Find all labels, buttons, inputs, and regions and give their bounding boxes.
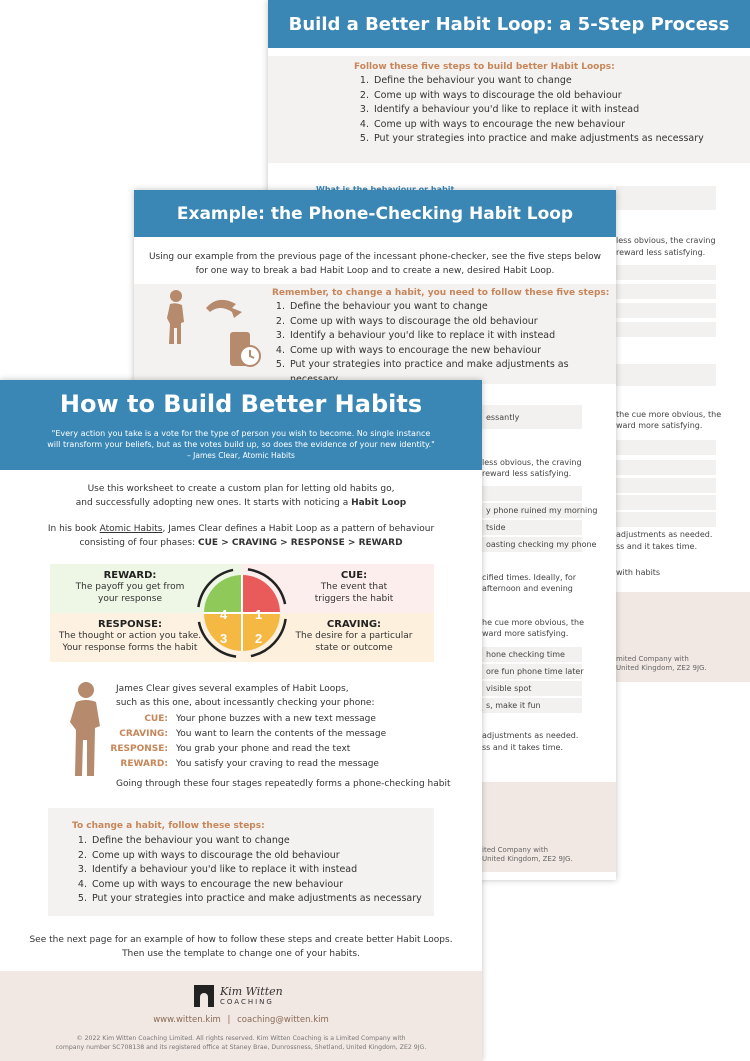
page-1-field [616,364,716,386]
quote-author: – James Clear, Atomic Habits [187,451,295,460]
example-value: Your phone buzzes with a new text message [176,714,376,724]
list-item: 4. Come up with ways to encourage the new behaviour [288,344,616,359]
book-line [0,522,482,536]
page-2-fragment: ited Company with [482,846,549,854]
page-1-field [616,512,716,527]
example-key: REWARD: [120,759,168,769]
intro-text: and successfully adopting new ones. It starts with noticing a [75,498,352,508]
page-1-field [616,495,716,510]
footer [0,971,482,1061]
page-2-fragment: cified times. Ideally, for [482,573,577,582]
page-2-banner [134,190,616,237]
next-page-line: See the next page for an example of how to follow these steps and create better Habit Loops. [29,935,453,945]
list-item: 1. Define the behaviour you want to change [288,300,616,315]
page-1-field [616,303,716,318]
logo-name: Kim Witten [220,985,283,998]
main-page [0,380,482,1061]
page-1-fragment: mited Company with [616,655,689,663]
page-2-fragment: ss and it takes time. [482,743,564,752]
reward-label: REWARD: [103,570,157,581]
list-item: 5. Put your strategies into practice and make adjustments as necessary [372,132,704,147]
page-2-field: visible spot [482,681,582,696]
intro [0,482,482,510]
craving-desc: state or outcome [315,643,393,653]
example-outro: Going through these four stages repeatedly forms a phone-checking habit [116,779,451,789]
page-2-intro-line: Using our example from the previous page of the incessant phone-checker, see the five steps below [148,252,602,262]
page-2-field: s, make it fun [482,698,582,713]
quote-line: will transform your beliefs, but as the votes build up, so does the evidence of your new identity." [47,440,435,449]
phases-sequence: CUE > CRAVING > RESPONSE > REWARD [198,538,403,548]
cue-text [274,570,434,605]
page-2-fragment: he cue more obvious, the [482,618,585,627]
intro-line: Use this worksheet to create a custom plan for letting old habits go, [87,484,395,494]
list-item: 2. Come up with ways to discourage the old behaviour [288,315,616,330]
list-item [72,759,452,773]
legal-line: © 2022 Kim Witten Coaching Limited. All rights reserved. Kim Witten Coaching is a Limited Company with [76,1035,406,1042]
main-header [0,380,482,470]
page-2-remember: Remember, to change a habit, you need to follow these five steps: [272,288,610,298]
cue-label: CUE: [340,570,368,581]
page-2-field: essantly [482,405,582,429]
response-desc: The thought or action you take. [58,631,202,641]
reward-desc: your response [98,594,162,604]
example-key: CUE: [144,714,168,724]
list-item [72,729,452,743]
page-1-fragment: the cue more obvious, the [616,410,722,419]
logo [194,985,304,1007]
intro-bold: Habit Loop [351,498,407,508]
page-2-field [482,486,582,501]
next-page-note [0,933,482,961]
response-text [50,619,210,654]
page-2-field: tside [482,520,582,535]
quote [0,428,482,461]
change-steps-list [66,834,422,907]
page-2-fragment: United Kingdom, ZE2 9JG. [482,855,573,863]
page-1-banner [268,0,750,48]
page-2-fragment: afternoon and evening [482,584,573,593]
book-text: , James Clear defines a Habit Loop as a pattern of behaviour [162,524,435,534]
legal-text [0,1034,482,1052]
example-value: You want to learn the contents of the message [176,729,387,739]
contact-links [0,1015,482,1025]
list-item: 4. Come up with ways to encourage the new behaviour [372,118,704,133]
list-item: 5. Put your strategies into practice and make adjustments as necessary [90,892,422,907]
logo-mark-icon [194,985,214,1007]
page-2-field: hone checking time [482,647,582,662]
example-list [72,714,452,774]
segment-number: 1 [255,607,263,622]
example-key: RESPONSE: [110,744,168,754]
list-item: 5. Put your strategies into practice and make adjustments as [288,358,616,387]
page-1-field [616,460,716,475]
page-1-fragment: with habits [616,568,661,577]
response-desc: Your response forms the habit [62,643,198,653]
page-2-fragment: adjustments as needed. [482,731,579,740]
segment-number: 3 [220,631,228,646]
list-item: 1. Define the behaviour you want to change [372,74,704,89]
page-1-fragment: United Kingdom, ZE2 9JG. [616,664,707,672]
craving-desc: The desire for a particular [295,631,413,641]
page-2-fragment: reward less satisfying. [482,469,572,478]
example-key: CRAVING: [119,729,168,739]
list-item: 1. Define the behaviour you want to change [90,834,422,849]
page-1-steps-list [348,74,704,147]
page-1-field [616,322,716,337]
segment-number: 4 [220,607,228,622]
person-phone-illustration [162,288,262,378]
change-steps-title: To change a habit, follow these steps: [72,821,265,831]
intro-line [0,496,482,510]
page-2-field: oasting checking my phone [482,537,582,552]
book-line [0,536,482,550]
page-title: How to Build Better Habits [59,390,423,418]
list-item: 3. Identify a behaviour you'd like to replace it with instead [372,103,704,118]
book-intro [0,522,482,550]
page-2-intro [134,250,616,278]
page-1-fragment: reward less satisfying. [616,248,706,257]
page-1-steps-intro: Follow these five steps to build better Habit Loops: [354,62,615,72]
craving-label: CRAVING: [326,619,382,630]
craving-text [274,619,434,654]
cue-desc: triggers the habit [314,594,394,604]
habit-loop-diagram [50,564,434,662]
page-1-fragment: ward more satisfying. [616,421,703,430]
reward-desc: The payoff you get from [75,582,185,592]
page-2-steps-list [264,300,616,388]
email-link[interactable]: coaching@witten.kim [237,1015,329,1025]
page-2-intro-line: for one way to break a bad Habit Loop and to create a new, desired Habit Loop. [195,266,555,276]
page-1-field [616,284,716,299]
page-1-fragment: less obvious, the craving [616,236,716,245]
list-item [72,714,452,728]
example-value: You grab your phone and read the text [176,744,351,754]
list-item: 2. Come up with ways to discourage the old behaviour [372,89,704,104]
list-item: 3. Identify a behaviour you'd like to replace it with instead [90,863,422,878]
page-1-field [616,186,716,210]
example-intro [116,682,374,710]
page-2-fragment: less obvious, the craving [482,458,582,467]
page-1-field [616,478,716,493]
quote-line: "Every action you take is a vote for the type of person you wish to become. No single instance [51,429,431,438]
book-text: consisting of four phases: [79,538,198,548]
page-1-fragment: adjustments as needed. [616,530,713,539]
book-text: In his book [47,524,100,534]
habit-loop-wheel [192,563,292,663]
response-label: RESPONSE: [98,619,162,630]
legal-line: company number SC708138 and its registered office at Staney Brae, Dunrossness, Shetland, United Kingdom, ZE2 9JG. [55,1044,427,1051]
example-intro-line: James Clear gives several examples of Habit Loops, [116,684,349,694]
list-item: 2. Come up with ways to discourage the old behaviour [90,849,422,864]
page-2-fragment: ward more satisfying. [482,629,569,638]
next-page-line: Then use the template to change one of your habits. [122,949,360,959]
segment-number: 2 [255,631,263,646]
list-item [72,744,452,758]
list-item: 4. Come up with ways to encourage the new behaviour [90,878,422,893]
list-item: 3. Identify a behaviour you'd like to replace it with instead [288,329,616,344]
reward-text [50,570,210,605]
page-1-field [616,440,716,455]
page-2-field: ore fun phone time later [482,664,582,679]
website-link[interactable]: www.witten.kim [153,1015,221,1025]
example-value: You satisfy your craving to read the message [176,759,379,769]
book-title: Atomic Habits [99,524,163,534]
cue-desc: The event that [320,582,388,592]
page-1-banner-title: Build a Better Habit Loop: a 5-Step Process [288,13,730,35]
page-2-banner-title: Example: the Phone-Checking Habit Loop [176,203,574,224]
example-intro-line: such as this one, about incessantly checking your phone: [116,698,375,708]
page-1-field [616,265,716,280]
logo-sub: COACHING [220,998,274,1006]
page-1-fragment: ss and it takes time. [616,542,698,551]
separator: | [227,1015,231,1025]
page-2-field: y phone ruined my morning [482,503,582,518]
